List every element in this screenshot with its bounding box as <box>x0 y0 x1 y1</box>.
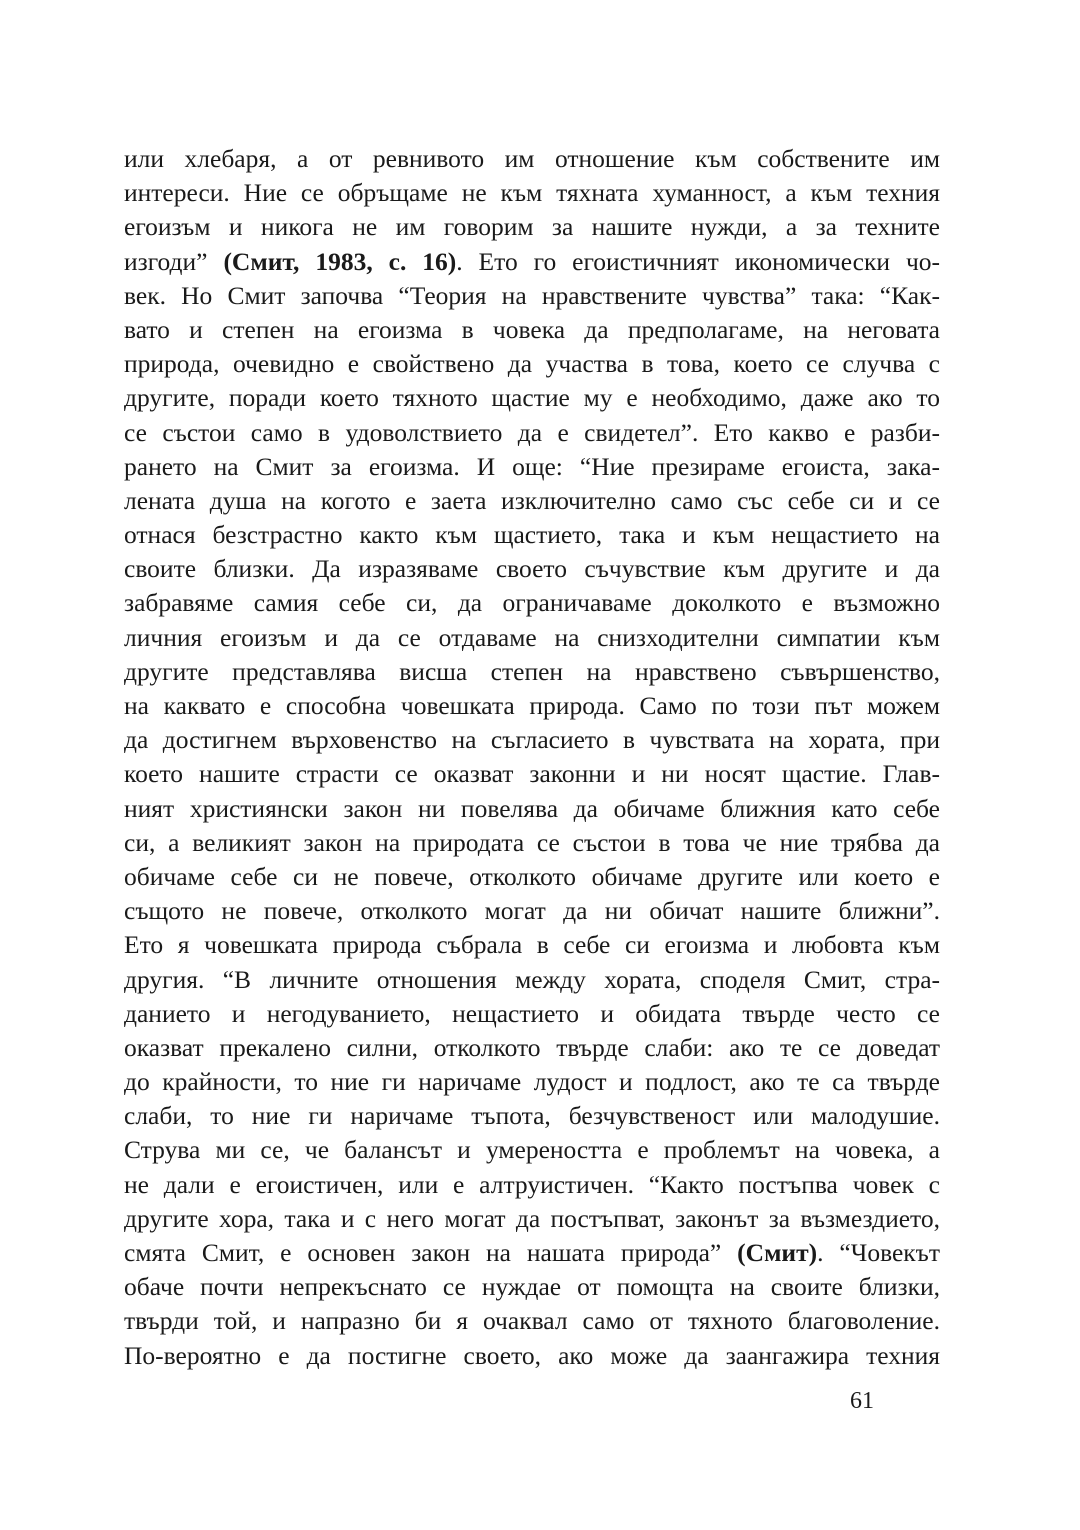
citation: (Смит, 1983, с. 16) <box>223 246 457 276</box>
text-line: слаби, то ние ги наричаме тъпота, безчувственост или малодушие. <box>124 1101 940 1131</box>
page-number: 61 <box>850 1388 874 1414</box>
text-line: По-вероятно е да постигне своето, ако може да заангажира техния <box>124 1340 940 1370</box>
text-line: твърди той, и напразно би я очаквал само от тяхното благоволение. <box>124 1306 940 1336</box>
text-line: егоизъм и никога не им говорим за нашите нужди, а за техните <box>124 212 940 242</box>
text-line: се състои само в удоволствието да е свидетел”. Ето какво е разби- <box>124 417 940 447</box>
text-line-with-citation <box>124 245 940 279</box>
text-line: природа, очевидно е свойствено да участва в това, което се случва с <box>124 349 940 379</box>
text-line: рането на Смит за егоизма. И още: “Ние презираме егоиста, зака- <box>124 451 940 481</box>
text-segment: смята Смит, е основен закон на нашата природа” <box>124 1238 738 1267</box>
text-line: което нашите страсти се оказват законни и ни носят щастие. Глав- <box>124 759 940 789</box>
text-line: своите близки. Да изразяваме своето съчувствие към другите и да <box>124 554 940 584</box>
text-line: на каквато е способна човешката природа. Само по този път можем <box>124 691 940 720</box>
text-segment: изгоди” <box>124 246 224 276</box>
text-line: другите хора, така и с него могат да постъпват, законът за възмездието, <box>124 1203 940 1233</box>
text-line: не дали е егоистичен, или е алтруистичен. “Както постъпва човек с <box>124 1169 940 1199</box>
text-line: личния егоизъм и да се отдаваме на снизходителни симпатии към <box>124 622 940 652</box>
text-line: другите представлява висша степен на нравствено съвършенство, <box>124 656 940 686</box>
text-line: си, а великият закон на природата се състои в това че ние трябва да <box>124 827 940 857</box>
text-line: обаче почти непрекъснато се нуждае от помощта на своите близки, <box>124 1272 940 1302</box>
text-line: забравяме самия себе си, да ограничаваме доколкото е възможно <box>124 588 940 618</box>
text-line-with-citation <box>124 1236 940 1270</box>
text-line: интереси. Ние се обръщаме не към тяхната хуманност, а към техния <box>124 178 940 208</box>
text-segment: . Ето го егоистичният икономически чо- <box>456 246 940 276</box>
text-line: отнася безстрастно както към щастието, така и към нещастието на <box>124 520 940 550</box>
text-line: да достигнем върховенство на съгласието в чувствата на хората, при <box>124 725 940 755</box>
text-line: или хлебаря, а от ревнивото им отношение към собствените им <box>124 144 940 173</box>
text-line: лената душа на когото е заета изключително само със себе си и се <box>124 485 940 515</box>
text-line: Струва ми се, че балансът и умереността е проблемът на човека, а <box>124 1135 940 1165</box>
text-line: век. Но Смит започва “Теория на нравствените чувства” така: “Как- <box>124 280 940 310</box>
body-text <box>124 142 940 1373</box>
text-line: до крайности, то ние ги наричаме лудост и подлост, ако те са твърде <box>124 1067 940 1097</box>
text-line: ният християнски закон ни повелява да обичаме ближния като себе <box>124 793 940 823</box>
text-line: другия. “В личните отношения между хората, споделя Смит, стра- <box>124 964 940 994</box>
text-line: другите, поради което тяхното щастие му е необходимо, даже ако то <box>124 383 940 413</box>
text-line: вато и степен на егоизма в човека да предполагаме, на неговата <box>124 314 940 344</box>
text-line: Ето я човешката природа събрала в себе си егоизма и любовта към <box>124 930 940 960</box>
text-line: същото не повече, отколкото могат да ни обичат нашите ближни”. <box>124 896 940 926</box>
citation: (Смит) <box>737 1238 818 1267</box>
text-segment: . “Човекът <box>817 1238 940 1267</box>
text-line: данието и негодуванието, нещастието и обидата твърде често се <box>124 998 940 1028</box>
text-line: обичаме себе си не повече, отколкото обичаме другите или което е <box>124 861 940 891</box>
text-line: оказват прекалено силни, отколкото твърде слаби: ако те се доведат <box>124 1032 940 1062</box>
